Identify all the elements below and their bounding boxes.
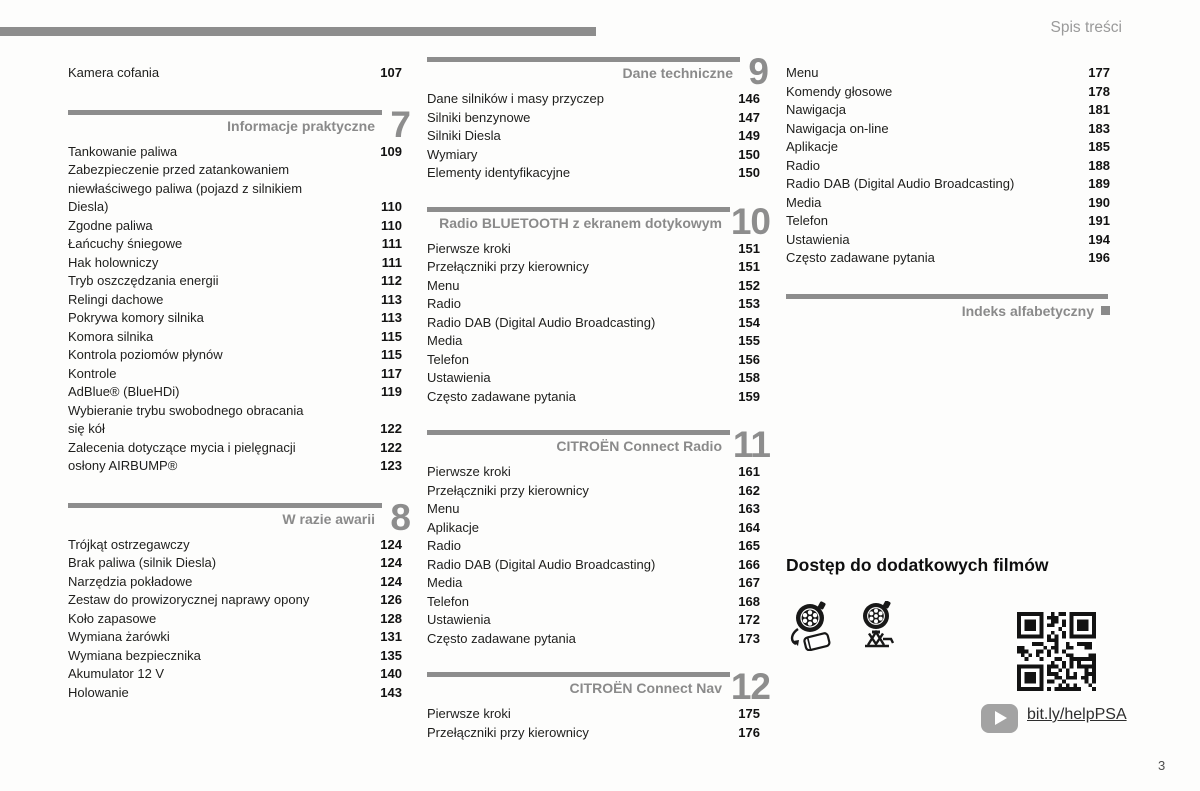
- toc-entry-page: 110: [381, 217, 402, 233]
- toc-entry-label: Koło zapasowe: [68, 610, 157, 626]
- toc-entry-label: Łańcuchy śniegowe: [68, 236, 183, 251]
- toc-entry[interactable]: [427, 705, 760, 724]
- toc-entry-page: 117: [381, 365, 402, 381]
- toc-entry-label: Kamera cofania: [68, 65, 160, 80]
- toc-entry[interactable]: [68, 272, 402, 291]
- toc-entry-label: Aplikacje: [427, 519, 480, 535]
- toc-entry[interactable]: [68, 180, 402, 199]
- toc-entry-page: 175: [738, 706, 760, 721]
- toc-entry-label: Radio DAB (Digital Audio Broadcasting): [786, 176, 1015, 191]
- section-header: [427, 424, 770, 465]
- toc-entry-page: 176: [738, 724, 760, 740]
- section-number: 9: [748, 51, 768, 92]
- toc-entry-page: 155: [738, 333, 760, 348]
- toc-entry[interactable]: [427, 611, 760, 630]
- toc-entry-label: Menu: [786, 65, 819, 80]
- section-header: [427, 200, 770, 242]
- toc-entry-label: Ustawienia: [786, 231, 850, 247]
- section-title: W razie awarii: [282, 510, 375, 527]
- toc-entry-label: Holowanie: [68, 684, 129, 700]
- toc-entry[interactable]: [68, 161, 402, 180]
- toc-entry-page: 166: [738, 556, 760, 572]
- toc-entry-label: Zabezpieczenie przed zatankowaniem: [68, 162, 290, 177]
- toc-entry-label: Menu: [427, 501, 460, 516]
- toc-section-10: [427, 200, 770, 407]
- section-number: 12: [730, 666, 770, 707]
- toc-entry[interactable]: [68, 198, 402, 217]
- toc-entry-label: Zestaw do prowizorycznej naprawy opony: [68, 592, 310, 607]
- toc-entry-label: Pierwsze kroki: [427, 706, 511, 721]
- section-title: CITROËN Connect Nav: [569, 680, 722, 696]
- toc-entry[interactable]: [427, 164, 760, 183]
- toc-entry-label: Menu: [427, 277, 460, 293]
- toc-entry-label: Relingi dachowe: [68, 291, 164, 307]
- toc-entry-label: Ustawienia: [427, 370, 491, 385]
- toc-entry[interactable]: [68, 420, 402, 439]
- toc-entry-label: Radio: [786, 157, 820, 173]
- toc-entry[interactable]: [68, 573, 402, 592]
- toc-entry-label: Przełączniki przy kierownicy: [427, 724, 589, 740]
- toc-entry-page: 149: [738, 128, 760, 143]
- section-number: 10: [730, 200, 770, 242]
- toc-entry[interactable]: [786, 64, 1110, 83]
- toc-entry-page: 151: [738, 240, 760, 256]
- toc-entry-page: 126: [380, 592, 402, 607]
- toc-entry-label: się kół: [68, 421, 105, 436]
- section-number: 8: [390, 496, 410, 538]
- toc-entry-label: Telefon: [427, 593, 469, 609]
- section-title: CITROËN Connect Radio: [556, 438, 722, 454]
- toc-entry-label: Kontrole: [68, 365, 117, 381]
- toc-entry[interactable]: [68, 554, 402, 573]
- toc-entry-page: 163: [738, 501, 760, 516]
- toc-entry-page: 115: [381, 347, 402, 362]
- toc-entry-label: Nawigacja: [786, 102, 846, 117]
- toc-entry-page: 113: [381, 291, 402, 307]
- toc-entry-page: 151: [738, 259, 760, 274]
- toc-entry-label: Media: [786, 194, 822, 210]
- toc-entry-page: 135: [380, 647, 402, 663]
- toc-entry[interactable]: [68, 665, 402, 684]
- toc-entry-page: 178: [1088, 83, 1110, 99]
- section-divider-bar: [786, 294, 1108, 299]
- play-button[interactable]: [981, 704, 1018, 733]
- toc-entry-page: 107: [380, 65, 402, 80]
- toc-entry-page: 122: [380, 439, 402, 455]
- toc-section-12: [427, 666, 770, 742]
- toc-entry-page: 152: [738, 277, 760, 293]
- toc-entry-page: 123: [380, 458, 402, 473]
- toc-entry[interactable]: [68, 591, 402, 610]
- toc-entry[interactable]: [68, 647, 402, 666]
- toc-entry-label: Media: [427, 333, 463, 348]
- toc-entry[interactable]: [786, 249, 1110, 268]
- toc-entry[interactable]: [427, 314, 760, 333]
- page-number: 3: [1158, 758, 1166, 773]
- toc-entry-page: 196: [1088, 250, 1110, 265]
- toc-entry[interactable]: [786, 194, 1110, 213]
- section-header: [68, 103, 410, 145]
- toc-entry-label: Pokrywa komory silnika: [68, 310, 204, 325]
- toc-entry-page: 158: [738, 370, 760, 385]
- toc-entry-label: Zalecenia dotyczące mycia i pielęgnacji: [68, 439, 296, 455]
- toc-entry-page: 167: [738, 575, 760, 590]
- toc-entry-label: Wymiary: [427, 146, 478, 162]
- toc-entry[interactable]: [68, 64, 402, 83]
- toc-entry-page: 164: [738, 519, 760, 535]
- toc-entry-page: 119: [381, 384, 402, 399]
- index-title: Indeks alfabetyczny: [961, 302, 1094, 319]
- toc-entry[interactable]: [786, 231, 1110, 250]
- toc-entry-label: Tryb oszczędzania energii: [68, 273, 219, 288]
- toc-entry[interactable]: [786, 101, 1110, 120]
- toc-entries: [786, 64, 1110, 268]
- toc-entry-label: Trójkąt ostrzegawczy: [68, 536, 190, 552]
- play-icon: [995, 711, 1007, 725]
- toc-entries: [68, 64, 402, 83]
- toc-entry-page: 191: [1088, 213, 1110, 228]
- toc-entry[interactable]: [427, 556, 760, 575]
- toc-entry[interactable]: [68, 402, 402, 421]
- videos-heading: Dostęp do dodatkowych filmów: [786, 555, 1049, 575]
- toc-entry[interactable]: [68, 291, 402, 310]
- toc-entry[interactable]: [68, 235, 402, 254]
- toc-entry[interactable]: [427, 482, 760, 501]
- toc-entry-label: Często zadawane pytania: [427, 388, 576, 404]
- toc-entry-label: Telefon: [786, 213, 828, 228]
- toc-entry-page: 183: [1088, 120, 1110, 136]
- toc-entry-page: 156: [738, 351, 760, 367]
- toc-entry[interactable]: [68, 684, 402, 703]
- toc-entry[interactable]: [427, 332, 760, 351]
- toc-entry-label: Telefon: [427, 351, 469, 367]
- toc-entry-page: 161: [738, 464, 760, 479]
- toc-entry-label: Narzędzia pokładowe: [68, 573, 193, 589]
- toc-entry[interactable]: [786, 157, 1110, 176]
- toc-entry-page: 112: [381, 273, 402, 288]
- toc-entry-label: Radio: [427, 296, 461, 311]
- toc-entry-page: 189: [1088, 176, 1110, 191]
- toc-column-1: [68, 64, 410, 702]
- toc-entry-page: 173: [738, 630, 760, 646]
- section-header: [427, 666, 770, 707]
- toc-entry[interactable]: [68, 439, 402, 458]
- toc-entry-label: Komendy głosowe: [786, 83, 893, 99]
- toc-section-8: [68, 496, 410, 703]
- toc-entry[interactable]: [68, 328, 402, 347]
- toc-column-2: [427, 51, 770, 742]
- toc-entry[interactable]: [786, 175, 1110, 194]
- toc-entry-page: 124: [380, 555, 402, 570]
- toc-entry-page: 185: [1088, 139, 1110, 154]
- toc-entry-page: 159: [738, 388, 760, 404]
- toc-entry-page: 147: [738, 109, 760, 125]
- toc-entry-page: 146: [738, 91, 760, 106]
- section-divider-bar: [68, 110, 382, 115]
- section-divider-bar: [427, 57, 740, 62]
- toc-entry-label: Często zadawane pytania: [786, 250, 935, 265]
- toc-entry[interactable]: [68, 365, 402, 384]
- toc-entry-page: 111: [381, 254, 402, 270]
- toc-entry[interactable]: [786, 212, 1110, 231]
- toc-entry-label: niewłaściwego paliwa (pojazd z silnikiem: [68, 180, 303, 196]
- section-divider-bar: [427, 207, 730, 212]
- toc-entry-label: Zgodne paliwa: [68, 217, 153, 233]
- toc-entry-label: osłony AIRBUMP®: [68, 458, 178, 473]
- toc-entry-page: 177: [1088, 65, 1110, 80]
- toc-entry[interactable]: [427, 146, 760, 165]
- toc-entry[interactable]: [68, 628, 402, 647]
- toc-entry-page: 140: [380, 666, 402, 681]
- toc-entry-page: 128: [380, 610, 402, 626]
- toc-entry[interactable]: [68, 457, 402, 476]
- toc-entry[interactable]: [786, 83, 1110, 102]
- toc-entry-page: 131: [380, 629, 402, 644]
- wheel-jack-video-icon: [855, 601, 901, 656]
- toc-entry-label: Media: [427, 575, 463, 590]
- toc-entry-page: 124: [380, 536, 402, 552]
- toc-entry-page: 172: [738, 612, 760, 627]
- section-title: Radio BLUETOOTH z ekranem dotykowym: [439, 214, 722, 231]
- toc-entry[interactable]: [68, 610, 402, 629]
- toc-entry-page: 113: [381, 310, 402, 325]
- toc-entry-label: Pierwsze kroki: [427, 240, 511, 256]
- toc-entry[interactable]: [427, 463, 760, 482]
- section-number: 11: [732, 424, 770, 465]
- toc-entry-page: 188: [1088, 157, 1110, 173]
- toc-entry-page: 168: [738, 593, 760, 609]
- toc-entry[interactable]: [427, 277, 760, 296]
- toc-entry-page: 110: [381, 199, 402, 214]
- toc-entry[interactable]: [68, 217, 402, 236]
- toc-entry-label: Dane silników i masy przyczep: [427, 91, 605, 106]
- toc-entry-page: 124: [380, 573, 402, 589]
- toc-entry-label: Nawigacja on-line: [786, 120, 889, 136]
- header-rule-bar: [0, 27, 596, 36]
- toc-entry-page: 109: [380, 143, 402, 159]
- section-number: 7: [390, 103, 410, 145]
- toc-entry[interactable]: [427, 240, 760, 259]
- toc-column-3: [786, 64, 1110, 326]
- toc-entry[interactable]: [427, 519, 760, 538]
- tire-inflation-kit-video-icon: [789, 601, 833, 656]
- toc-entry[interactable]: [68, 536, 402, 555]
- toc-entry[interactable]: [427, 537, 760, 556]
- toc-entry-label: Akumulator 12 V: [68, 666, 165, 681]
- toc-entry-page: 150: [738, 146, 760, 162]
- toc-entry[interactable]: [427, 351, 760, 370]
- toc-entry[interactable]: [427, 388, 760, 407]
- toc-entry[interactable]: [427, 630, 760, 649]
- section-divider-bar: [427, 672, 730, 677]
- toc-entry[interactable]: [68, 143, 402, 162]
- toc-entry-page: 150: [738, 165, 760, 180]
- toc-entry[interactable]: [68, 383, 402, 402]
- toc-entry[interactable]: [427, 574, 760, 593]
- toc-entry-page: 190: [1088, 194, 1110, 210]
- toc-entry-page: 194: [1088, 231, 1110, 247]
- toc-entry[interactable]: [427, 127, 760, 146]
- toc-entry-label: Wymiana żarówki: [68, 629, 170, 644]
- toc-entry-label: Komora silnika: [68, 328, 154, 344]
- toc-entry[interactable]: [427, 109, 760, 128]
- toc-entry[interactable]: [68, 254, 402, 273]
- toc-entry-label: Elementy identyfikacyjne: [427, 165, 571, 180]
- toc-entry-label: Tankowanie paliwa: [68, 143, 178, 159]
- toc-section-11: [427, 424, 770, 648]
- toc-entry-page: 162: [738, 482, 760, 498]
- toc-entry[interactable]: [427, 295, 760, 314]
- toc-entry-label: Wybieranie trybu swobodnego obracania: [68, 402, 304, 418]
- toc-entry-label: Wymiana bezpiecznika: [68, 647, 201, 663]
- section-header: [427, 51, 768, 92]
- section-title: Informacje praktyczne: [227, 117, 375, 134]
- page-title: Spis treści: [1050, 19, 1122, 36]
- toc-entry-label: Radio DAB (Digital Audio Broadcasting): [427, 314, 656, 330]
- section-header: [68, 496, 410, 538]
- toc-entry[interactable]: [427, 500, 760, 519]
- toc-entry-label: Aplikacje: [786, 139, 839, 154]
- toc-entry-label: Przełączniki przy kierownicy: [427, 482, 589, 498]
- toc-entry-label: Kontrola poziomów płynów: [68, 347, 223, 362]
- toc-entry-page: 153: [738, 296, 760, 311]
- section-divider-bar: [427, 430, 730, 435]
- toc-entry-page: 165: [738, 538, 760, 553]
- toc-entry-label: Silniki benzynowe: [427, 109, 531, 125]
- toc-entry[interactable]: [427, 90, 760, 109]
- toc-entry-label: Hak holowniczy: [68, 254, 159, 270]
- toc-entry-label: Przełączniki przy kierownicy: [427, 259, 589, 274]
- index-section-header: [786, 294, 1110, 326]
- toc-entry-label: AdBlue® (BlueHDi): [68, 384, 180, 399]
- toc-entry-label: Pierwsze kroki: [427, 464, 511, 479]
- toc-section-7: [68, 103, 410, 476]
- toc-entry-label: Radio: [427, 538, 461, 553]
- toc-entry[interactable]: [427, 258, 760, 277]
- toc-entry-page: 181: [1088, 102, 1110, 117]
- toc-entry-page: 154: [738, 314, 760, 330]
- toc-entry[interactable]: [786, 138, 1110, 157]
- section-divider-bar: [68, 503, 382, 508]
- toc-entry-label: Ustawienia: [427, 612, 491, 627]
- toc-entry[interactable]: [68, 309, 402, 328]
- toc-entry[interactable]: [786, 120, 1110, 139]
- toc-entry-label: Często zadawane pytania: [427, 630, 576, 646]
- qr-code: [1017, 612, 1096, 691]
- toc-entry[interactable]: [427, 724, 760, 743]
- toc-section-9: [427, 51, 768, 183]
- toc-entry-label: Diesla): [68, 199, 109, 214]
- index-marker-square: [1101, 306, 1110, 315]
- toc-entry-label: Brak paliwa (silnik Diesla): [68, 555, 217, 570]
- toc-entry-page: 111: [381, 236, 402, 251]
- help-link[interactable]: bit.ly/helpPSA: [1027, 706, 1127, 723]
- toc-entry-page: 115: [381, 328, 402, 344]
- toc-entry-page: 143: [380, 684, 402, 700]
- section-title: Dane techniczne: [622, 65, 733, 81]
- toc-entry-label: Silniki Diesla: [427, 128, 501, 143]
- toc-entry-label: Radio DAB (Digital Audio Broadcasting): [427, 556, 656, 572]
- toc-entry-page: 122: [380, 421, 402, 436]
- toc-entry[interactable]: [427, 369, 760, 388]
- toc-entry[interactable]: [68, 346, 402, 365]
- toc-entry[interactable]: [427, 593, 760, 612]
